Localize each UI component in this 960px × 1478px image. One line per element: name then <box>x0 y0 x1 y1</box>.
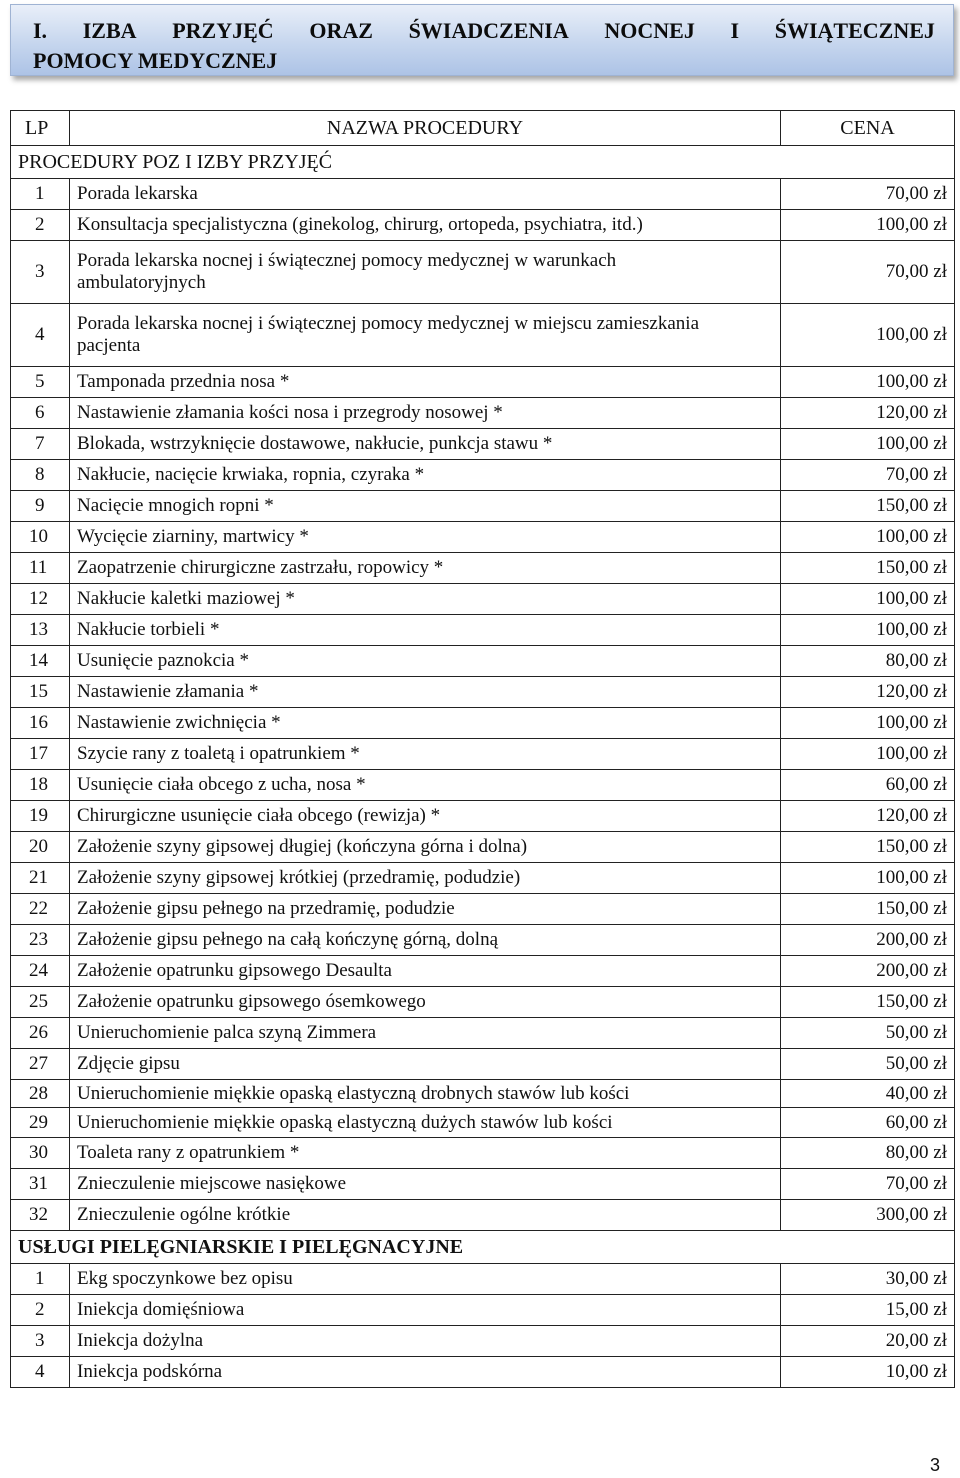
table-row <box>11 1169 955 1200</box>
row-procedure-name: Unieruchomienie miękkie opaską elastyczną drobnych stawów lub kości <box>70 1080 781 1108</box>
row-lp: 4 <box>11 304 70 367</box>
table-row <box>11 615 955 646</box>
row-price: 70,00 zł <box>781 179 955 210</box>
section-title-line-1 <box>33 16 935 46</box>
row-price: 50,00 zł <box>781 1018 955 1049</box>
table-row <box>11 429 955 460</box>
row-price: 300,00 zł <box>781 1200 955 1231</box>
row-price: 200,00 zł <box>781 956 955 987</box>
row-procedure-name: Znieczulenie miejscowe nasiękowe <box>70 1169 781 1200</box>
row-lp: 26 <box>11 1018 70 1049</box>
table-row <box>11 1326 955 1357</box>
table-row <box>11 1295 955 1326</box>
row-price: 120,00 zł <box>781 801 955 832</box>
row-lp: 24 <box>11 956 70 987</box>
title-word: ORAZ <box>309 18 373 43</box>
row-lp: 23 <box>11 925 70 956</box>
row-procedure-name: Znieczulenie ogólne krótkie <box>70 1200 781 1231</box>
row-procedure-name: Założenie szyny gipsowej krótkiej (przedramię, podudzie) <box>70 863 781 894</box>
row-lp: 3 <box>11 241 70 304</box>
row-lp: 6 <box>11 398 70 429</box>
table-row <box>11 367 955 398</box>
row-price: 200,00 zł <box>781 925 955 956</box>
row-procedure-name: Nastawienie złamania kości nosa i przegrody nosowej * <box>70 398 781 429</box>
row-procedure-name: Wycięcie ziarniny, martwicy * <box>70 522 781 553</box>
table-row <box>11 398 955 429</box>
row-price: 100,00 zł <box>781 863 955 894</box>
row-lp: 30 <box>11 1138 70 1169</box>
table-row <box>11 491 955 522</box>
row-price: 120,00 zł <box>781 677 955 708</box>
title-word: NOCNEJ <box>604 18 695 43</box>
table-row <box>11 1080 955 1108</box>
row-procedure-name: Założenie gipsu pełnego na całą kończynę górną, dolną <box>70 925 781 956</box>
table-row <box>11 1200 955 1231</box>
table-row <box>11 987 955 1018</box>
row-procedure-name: Zaopatrzenie chirurgiczne zastrzału, ropowicy * <box>70 553 781 584</box>
row-lp: 10 <box>11 522 70 553</box>
row-procedure-name: Zdjęcie gipsu <box>70 1049 781 1080</box>
row-lp: 5 <box>11 367 70 398</box>
row-price: 150,00 zł <box>781 491 955 522</box>
title-word: ŚWIĄTECZNEJ <box>774 18 935 43</box>
row-procedure-name: Chirurgiczne usunięcie ciała obcego (rewizja) * <box>70 801 781 832</box>
table-row <box>11 1049 955 1080</box>
column-header-name: NAZWA PROCEDURY <box>70 111 781 146</box>
row-price: 100,00 zł <box>781 615 955 646</box>
row-price: 150,00 zł <box>781 832 955 863</box>
row-lp: 20 <box>11 832 70 863</box>
table-row <box>11 863 955 894</box>
section-title-banner <box>10 4 954 76</box>
row-price: 70,00 zł <box>781 241 955 304</box>
row-lp: 31 <box>11 1169 70 1200</box>
section-title: USŁUGI PIELĘGNIARSKIE I PIELĘGNACYJNE <box>11 1231 955 1264</box>
table-header-row <box>11 111 955 146</box>
table-row <box>11 1138 955 1169</box>
row-procedure-name: Iniekcja podskórna <box>70 1357 781 1388</box>
table-row <box>11 1108 955 1138</box>
row-lp: 32 <box>11 1200 70 1231</box>
row-procedure-name: Porada lekarska nocnej i świątecznej pomocy medycznej w warunkach ambulatoryjnych <box>70 241 781 304</box>
row-price: 50,00 zł <box>781 1049 955 1080</box>
row-lp: 19 <box>11 801 70 832</box>
row-price: 40,00 zł <box>781 1080 955 1108</box>
row-price: 100,00 zł <box>781 210 955 241</box>
row-procedure-name: Konsultacja specjalistyczna (ginekolog, chirurg, ortopeda, psychiatra, itd.) <box>70 210 781 241</box>
row-price: 100,00 zł <box>781 304 955 367</box>
row-price: 100,00 zł <box>781 584 955 615</box>
table-row <box>11 210 955 241</box>
row-price: 30,00 zł <box>781 1264 955 1295</box>
row-procedure-name: Założenie gipsu pełnego na przedramię, podudzie <box>70 894 781 925</box>
row-lp: 28 <box>11 1080 70 1108</box>
section-header-row <box>11 1231 955 1264</box>
row-procedure-name: Nakłucie kaletki maziowej * <box>70 584 781 615</box>
table-row <box>11 304 955 367</box>
row-lp: 2 <box>11 210 70 241</box>
table-row <box>11 1357 955 1388</box>
table-row <box>11 584 955 615</box>
row-price: 100,00 zł <box>781 367 955 398</box>
row-procedure-name: Szycie rany z toaletą i opatrunkiem * <box>70 739 781 770</box>
row-price: 150,00 zł <box>781 987 955 1018</box>
row-procedure-name: Nacięcie mnogich ropni * <box>70 491 781 522</box>
row-price: 20,00 zł <box>781 1326 955 1357</box>
row-procedure-name: Nastawienie zwichnięcia * <box>70 708 781 739</box>
row-lp: 17 <box>11 739 70 770</box>
table-row <box>11 677 955 708</box>
row-lp: 21 <box>11 863 70 894</box>
row-procedure-name: Toaleta rany z opatrunkiem * <box>70 1138 781 1169</box>
table-row <box>11 241 955 304</box>
row-lp: 2 <box>11 1295 70 1326</box>
row-procedure-name: Założenie opatrunku gipsowego ósemkowego <box>70 987 781 1018</box>
row-procedure-name: Tamponada przednia nosa * <box>70 367 781 398</box>
row-lp: 1 <box>11 179 70 210</box>
section-title: PROCEDURY POZ I IZBY PRZYJĘĆ <box>11 146 955 179</box>
row-price: 80,00 zł <box>781 646 955 677</box>
column-header-price: CENA <box>781 111 955 146</box>
row-procedure-name: Blokada, wstrzyknięcie dostawowe, nakłucie, punkcja stawu * <box>70 429 781 460</box>
table-row <box>11 925 955 956</box>
table-row <box>11 801 955 832</box>
row-procedure-name: Iniekcja dożylna <box>70 1326 781 1357</box>
row-lp: 4 <box>11 1357 70 1388</box>
row-price: 100,00 zł <box>781 429 955 460</box>
title-word: IZBA <box>82 18 137 43</box>
row-price: 150,00 zł <box>781 894 955 925</box>
section-title-line-2: POMOCY MEDYCZNEJ <box>33 48 278 73</box>
row-lp: 14 <box>11 646 70 677</box>
table-row <box>11 770 955 801</box>
table-row <box>11 1264 955 1295</box>
row-price: 120,00 zł <box>781 398 955 429</box>
table-row <box>11 739 955 770</box>
row-price: 100,00 zł <box>781 522 955 553</box>
table-row <box>11 179 955 210</box>
row-lp: 29 <box>11 1108 70 1138</box>
row-lp: 18 <box>11 770 70 801</box>
table-row <box>11 646 955 677</box>
row-price: 100,00 zł <box>781 739 955 770</box>
row-price: 150,00 zł <box>781 553 955 584</box>
table-row <box>11 708 955 739</box>
page-number: 3 <box>929 1455 940 1475</box>
row-lp: 12 <box>11 584 70 615</box>
row-procedure-name: Nastawienie złamania * <box>70 677 781 708</box>
row-lp: 25 <box>11 987 70 1018</box>
table-row <box>11 956 955 987</box>
table-row <box>11 522 955 553</box>
row-price: 60,00 zł <box>781 770 955 801</box>
row-procedure-name: Iniekcja domięśniowa <box>70 1295 781 1326</box>
row-procedure-name: Unieruchomienie miękkie opaską elastyczną dużych stawów lub kości <box>70 1108 781 1138</box>
title-word: I <box>730 18 740 43</box>
row-lp: 15 <box>11 677 70 708</box>
row-procedure-name: Ekg spoczynkowe bez opisu <box>70 1264 781 1295</box>
row-lp: 7 <box>11 429 70 460</box>
row-lp: 16 <box>11 708 70 739</box>
row-procedure-name: Nakłucie, nacięcie krwiaka, ropnia, czyraka * <box>70 460 781 491</box>
row-procedure-name: Usunięcie paznokcia * <box>70 646 781 677</box>
row-lp: 3 <box>11 1326 70 1357</box>
row-procedure-name: Założenie opatrunku gipsowego Desaulta <box>70 956 781 987</box>
row-price: 100,00 zł <box>781 708 955 739</box>
title-word: PRZYJĘĆ <box>172 18 274 43</box>
table-row <box>11 832 955 863</box>
row-lp: 8 <box>11 460 70 491</box>
row-procedure-name: Usunięcie ciała obcego z ucha, nosa * <box>70 770 781 801</box>
row-procedure-name: Porada lekarska nocnej i świątecznej pomocy medycznej w miejscu zamieszkania pacjenta <box>70 304 781 367</box>
row-price: 70,00 zł <box>781 460 955 491</box>
row-lp: 11 <box>11 553 70 584</box>
section-header-row <box>11 146 955 179</box>
procedures-price-table <box>10 110 955 1388</box>
row-procedure-name: Porada lekarska <box>70 179 781 210</box>
table-row <box>11 460 955 491</box>
table-row <box>11 1018 955 1049</box>
table-row <box>11 553 955 584</box>
row-price: 60,00 zł <box>781 1108 955 1138</box>
row-lp: 1 <box>11 1264 70 1295</box>
row-price: 70,00 zł <box>781 1169 955 1200</box>
row-procedure-name: Nakłucie torbieli * <box>70 615 781 646</box>
row-price: 10,00 zł <box>781 1357 955 1388</box>
row-lp: 27 <box>11 1049 70 1080</box>
row-procedure-name: Założenie szyny gipsowej długiej (kończyna górna i dolna) <box>70 832 781 863</box>
row-price: 80,00 zł <box>781 1138 955 1169</box>
row-lp: 9 <box>11 491 70 522</box>
row-lp: 22 <box>11 894 70 925</box>
column-header-lp: LP <box>11 111 70 146</box>
table-body <box>11 111 955 1388</box>
row-price: 15,00 zł <box>781 1295 955 1326</box>
title-word: I. <box>33 18 48 43</box>
title-word: ŚWIADCZENIA <box>408 18 569 43</box>
table-row <box>11 894 955 925</box>
row-procedure-name: Unieruchomienie palca szyną Zimmera <box>70 1018 781 1049</box>
row-lp: 13 <box>11 615 70 646</box>
